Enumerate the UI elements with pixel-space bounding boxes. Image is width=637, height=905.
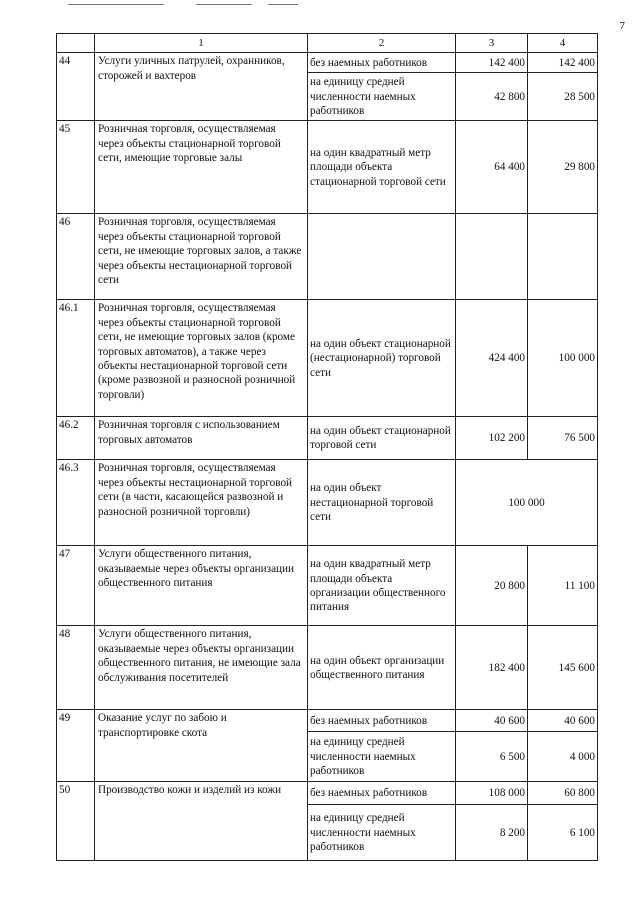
value-col3: 42 800	[456, 73, 528, 121]
value-col4: 28 500	[528, 73, 598, 121]
activity-name: Розничная торговля, осуществляемая через объекты стационарной торговой сети, не имеющие торговых залов, а также через объекты нестационарной торговой сети	[95, 214, 308, 300]
row-number: 47	[57, 546, 95, 626]
header-cell-3: 3	[456, 34, 528, 53]
unit-cell: без наемных работников	[308, 53, 456, 73]
value-col4: 4 000	[528, 732, 598, 782]
row-number: 46.2	[57, 417, 95, 460]
value-col4: 100 000	[528, 300, 598, 417]
unit-cell	[308, 214, 456, 300]
value-col4	[528, 214, 598, 300]
row-number: 49	[57, 710, 95, 782]
unit-cell: на один объект стационарной (нестационарной) торговой сети	[308, 300, 456, 417]
row-number: 44	[57, 53, 95, 121]
table-body	[57, 53, 598, 861]
value-col3: 20 800	[456, 546, 528, 626]
table-row	[57, 300, 598, 417]
row-number: 45	[57, 121, 95, 214]
table-row	[57, 53, 598, 73]
value-col4: 145 600	[528, 626, 598, 710]
unit-cell: на один квадратный метр площади объекта стационарной торговой сети	[308, 121, 456, 214]
value-col3: 424 400	[456, 300, 528, 417]
value-col4: 11 100	[528, 546, 598, 626]
table-row	[57, 710, 598, 732]
activity-name: Розничная торговля с использованием торговых автоматов	[95, 417, 308, 460]
unit-cell: на один объект стационарной торговой сети	[308, 417, 456, 460]
header-cell-0	[57, 34, 95, 53]
value-col4: 142 400	[528, 53, 598, 73]
table-row	[57, 121, 598, 214]
value-col4: 29 800	[528, 121, 598, 214]
table-row	[57, 546, 598, 626]
table-row	[57, 214, 598, 300]
header-line	[68, 4, 164, 5]
value-col3: 142 400	[456, 53, 528, 73]
row-number: 50	[57, 782, 95, 861]
header-cell-1: 1	[95, 34, 308, 53]
value-col3: 64 400	[456, 121, 528, 214]
activity-name: Услуги общественного питания, оказываемые через объекты организации общественного питания, не имеющие зала обслуживания посетителей	[95, 626, 308, 710]
activity-name: Услуги уличных патрулей, охранников, сторожей и вахтеров	[95, 53, 308, 121]
activity-name: Производство кожи и изделий из кожи	[95, 782, 308, 861]
activity-name: Розничная торговля, осуществляемая через объекты стационарной торговой сети, имеющие торговые залы	[95, 121, 308, 214]
unit-cell: на один объект нестационарной торговой сети	[308, 460, 456, 546]
value-col4: 6 100	[528, 805, 598, 861]
value-col3: 8 200	[456, 805, 528, 861]
header-cell-4: 4	[528, 34, 598, 53]
header-row	[57, 34, 598, 53]
unit-cell: без наемных работников	[308, 710, 456, 732]
unit-cell: на единицу средней численности наемных работников	[308, 73, 456, 121]
value-col4: 60 800	[528, 782, 598, 805]
header-line	[196, 4, 252, 5]
header-cell-2: 2	[308, 34, 456, 53]
tariff-table	[56, 33, 598, 861]
row-number: 46.1	[57, 300, 95, 417]
table-row	[57, 782, 598, 805]
value-col3: 108 000	[456, 782, 528, 805]
row-number: 46.3	[57, 460, 95, 546]
unit-cell: на один объект организации общественного питания	[308, 626, 456, 710]
unit-cell: без наемных работников	[308, 782, 456, 805]
value-col3: 6 500	[456, 732, 528, 782]
page-number: 7	[619, 20, 625, 32]
activity-name: Оказание услуг по забою и транспортировке скота	[95, 710, 308, 782]
unit-cell: на единицу средней численности наемных работников	[308, 805, 456, 861]
unit-cell: на единицу средней численности наемных работников	[308, 732, 456, 782]
table-row	[57, 460, 598, 546]
unit-cell: на один квадратный метр площади объекта организации общественного питания	[308, 546, 456, 626]
value-col4: 76 500	[528, 417, 598, 460]
row-number: 48	[57, 626, 95, 710]
table-row	[57, 626, 598, 710]
row-number: 46	[57, 214, 95, 300]
value-col3: 40 600	[456, 710, 528, 732]
value-col3: 182 400	[456, 626, 528, 710]
value-col3	[456, 214, 528, 300]
table-row	[57, 417, 598, 460]
merged-value-cell: 100 000	[456, 460, 598, 546]
activity-name: Розничная торговля, осуществляемая через объекты стационарной торговой сети, не имеющие торговых залов (кроме торговых автоматов), а также через объекты нестационарной торговой сети (кроме развозной и разносной розничной торговли)	[95, 300, 308, 417]
value-col3: 102 200	[456, 417, 528, 460]
activity-name: Услуги общественного питания, оказываемые через объекты организации общественного питания	[95, 546, 308, 626]
header-line	[268, 4, 298, 5]
value-col4: 40 600	[528, 710, 598, 732]
activity-name: Розничная торговля, осуществляемая через объекты нестационарной торговой сети (в части, касающейся развозной и разносной розничной торговли)	[95, 460, 308, 546]
